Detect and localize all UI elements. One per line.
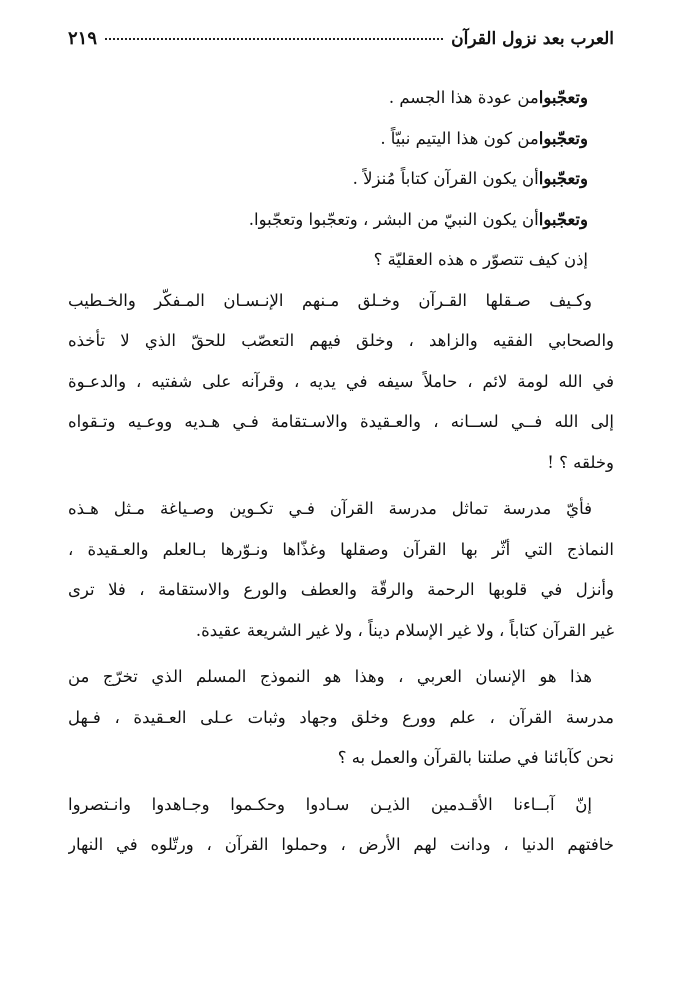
paragraph-line: إنّ آبــاءنا الأقـدمين الذيـن سـادوا وحكـموا وجـاهدوا وانـتصروا [68, 794, 592, 814]
bullet-line [68, 119, 614, 160]
page-body [68, 78, 614, 866]
paragraph-line: مدرسة القرآن ، علم وورع وخلق وجهاد وثبات عـلى العـقيدة ، فـهل [68, 707, 614, 727]
page-number: ٢١٩ [68, 28, 98, 49]
bullet-text: أن يكون النبيّ من البشر ، وتعجّبوا وتعجّبوا. [248, 209, 539, 229]
question-line: إذن كيف تتصوّر ه هذه العقليّة ؟ [373, 250, 588, 269]
paragraph-line: فأيّ مدرسة تماثل مدرسة القرآن فـي تكـوين وصـياغة مـثل هـذه [68, 499, 592, 518]
bullet-line [68, 78, 614, 119]
paragraph-line: في الله لومة لائم ، حاملاً سيفه في يديه ، وقرآنه على شفتيه ، والدعـوة [68, 371, 614, 391]
paragraph-line: النماذج التي أثّر بها القرآن وصقلها وغذّاها ونـوّرها بـالعلم والعـقيدة ، [68, 539, 614, 559]
bullet-line [68, 159, 614, 200]
bullet-text: من عودة هذا الجسم . [388, 88, 539, 107]
paragraph-line: غير القرآن كتاباً ، ولا غير الإسلام ديناً ، ولا غير الشريعة عقيدة. [195, 620, 614, 640]
bullet-text: أن يكون القرآن كتاباً مُنزلاً . [352, 169, 539, 188]
bullet-lead: وتعجّبوا [538, 169, 588, 188]
bullet-lead: وتعجّبوا [538, 209, 588, 229]
dot-leader [105, 38, 443, 40]
running-title: العرب بعد نزول القرآن [451, 29, 614, 49]
paragraph-line: نحن كآبائنا في صلتنا بالقرآن والعمل به ؟ [337, 748, 614, 767]
paragraph-line: وخلقه ؟ ! [547, 452, 614, 472]
paragraph-line: خافتهم الدنيا ، ودانت لهم الأرض ، وحملوا القرآن ، ورتّلوه في النهار [68, 835, 614, 854]
paragraph-line: وأنزل في قلوبها الرحمة والرقّة والعطف والورع والاستقامة ، فلا ترى [68, 580, 614, 599]
page-header [68, 28, 614, 64]
paragraph-line: وكـيف صـقلها القـرآن وخـلق مـنهم الإنـسـان المـفكّر والخـطيب [68, 290, 592, 310]
paragraph-line: هذا هو الإنسان العربي ، وهذا هو النموذج المسلم الذي تخرّج من [68, 667, 592, 686]
bullet-lead: وتعجّبوا [538, 88, 588, 107]
bullet-line [68, 200, 614, 241]
paragraph-line: إلى الله فــي لســانه ، والعـقيدة والاسـتقامة فـي هـديه ووعـيه وتـقواه [68, 412, 614, 431]
bullet-lead: وتعجّبوا [538, 128, 588, 148]
bullet-text: من كون هذا اليتيم نبيّاً . [380, 128, 539, 148]
paragraph-line: والصحابي الفقيه والزاهد ، وخلق فيهم التعصّب للحقّ الذي لا تأخذه [68, 331, 614, 350]
book-page [68, 28, 614, 866]
